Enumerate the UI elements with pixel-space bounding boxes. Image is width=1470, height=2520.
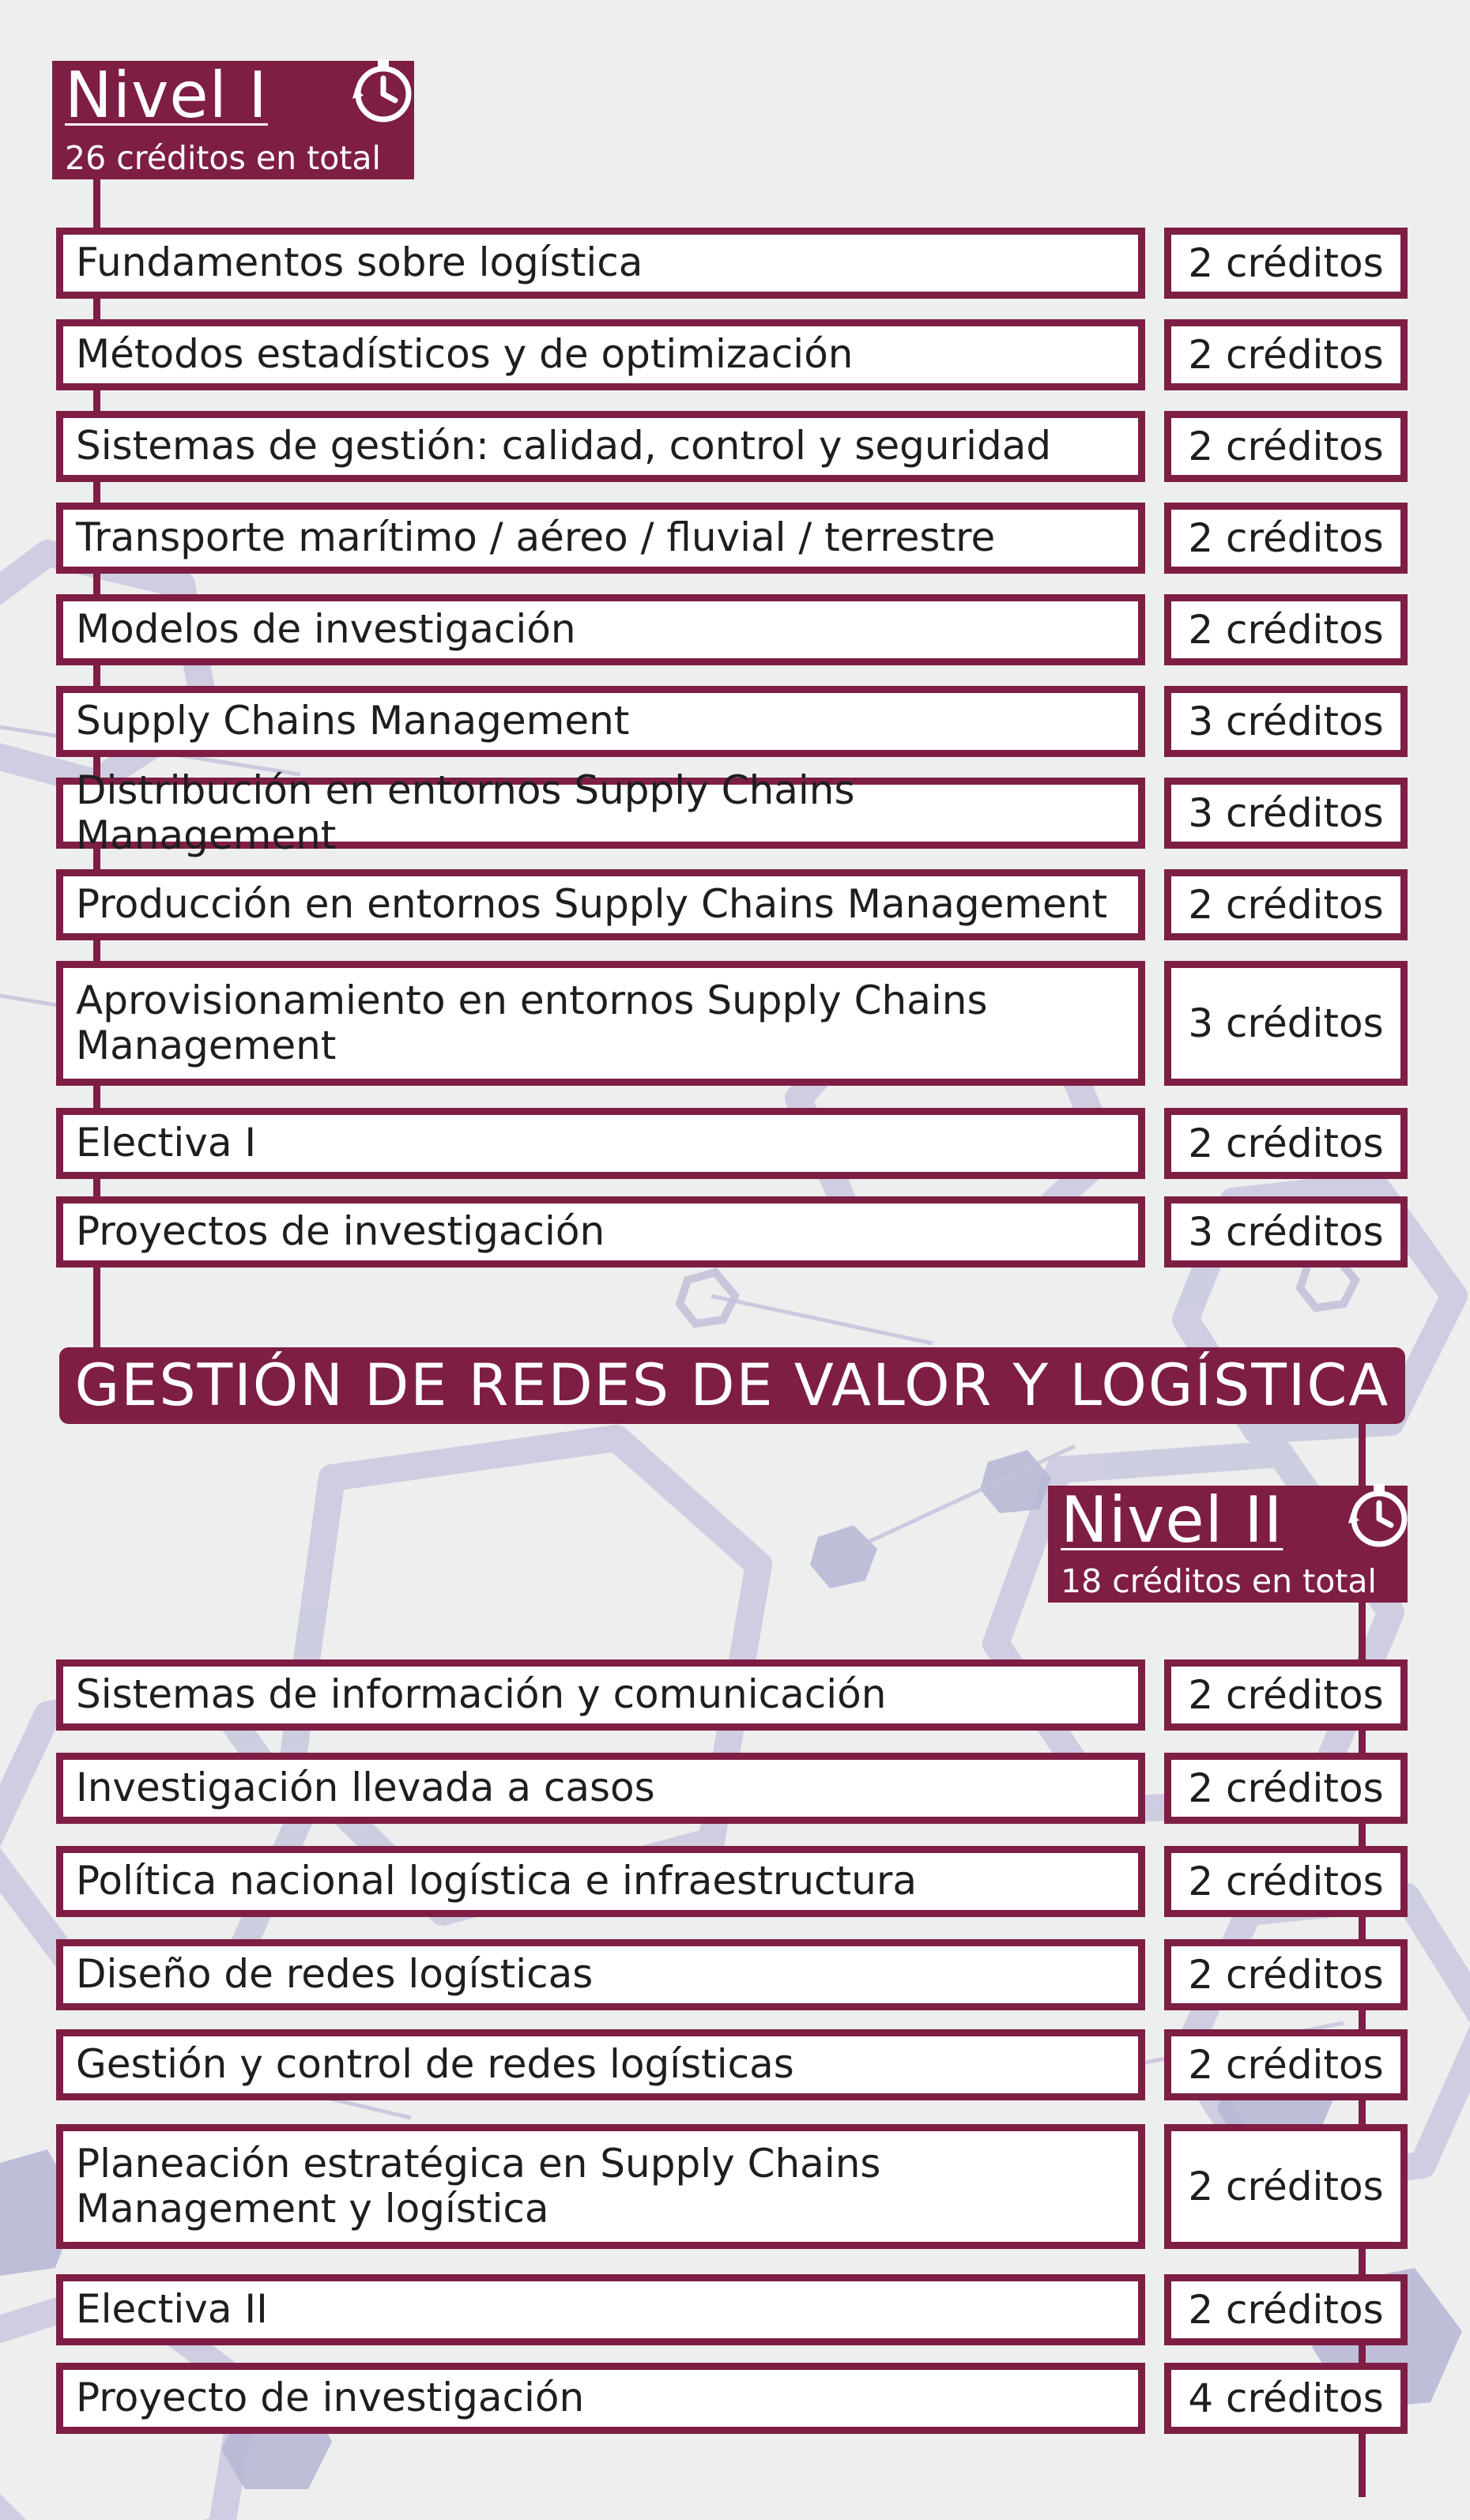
course-row bbox=[0, 411, 1470, 482]
course-row bbox=[0, 503, 1470, 574]
course-credits: 2 créditos bbox=[1164, 319, 1408, 390]
course-credits: 2 créditos bbox=[1164, 1846, 1408, 1917]
course-name: Proyecto de investigación bbox=[56, 2363, 1145, 2434]
course-credits: 3 créditos bbox=[1164, 1196, 1408, 1268]
course-name: Transporte marítimo / aéreo / fluvial / terrestre bbox=[56, 503, 1145, 574]
course-name: Electiva I bbox=[56, 1108, 1145, 1179]
course-row bbox=[0, 767, 1470, 858]
course-row bbox=[0, 869, 1470, 940]
course-credits: 2 créditos bbox=[1164, 2124, 1408, 2249]
course-row bbox=[0, 1108, 1470, 1179]
course-name: Distribución en entornos Supply Chains Management bbox=[56, 778, 1145, 849]
course-row bbox=[0, 594, 1470, 665]
course-name: Investigación llevada a casos bbox=[56, 1753, 1145, 1824]
course-name: Aprovisionamiento en entornos Supply Chains Management bbox=[56, 961, 1145, 1086]
course-credits: 2 créditos bbox=[1164, 503, 1408, 574]
course-name: Diseño de redes logísticas bbox=[56, 1939, 1145, 2010]
course-row bbox=[0, 1753, 1470, 1824]
course-name: Producción en entornos Supply Chains Management bbox=[56, 869, 1145, 940]
course-name: Gestión y control de redes logísticas bbox=[56, 2029, 1145, 2100]
course-credits: 3 créditos bbox=[1164, 686, 1408, 757]
course-row bbox=[0, 319, 1470, 390]
course-name: Proyectos de investigación bbox=[56, 1196, 1145, 1268]
course-credits: 2 créditos bbox=[1164, 1939, 1408, 2010]
course-name: Métodos estadísticos y de optimización bbox=[56, 319, 1145, 390]
level2-title: Nivel II bbox=[1061, 1483, 1283, 1557]
level1-title: Nivel I bbox=[65, 58, 268, 132]
course-credits: 3 créditos bbox=[1164, 778, 1408, 849]
course-name: Sistemas de gestión: calidad, control y seguridad bbox=[56, 411, 1145, 482]
course-row bbox=[0, 686, 1470, 757]
level2-subtitle: 18 créditos en total bbox=[1061, 1562, 1377, 1600]
course-row bbox=[0, 1659, 1470, 1731]
course-row bbox=[0, 228, 1470, 299]
course-name: Política nacional logística e infraestructura bbox=[56, 1846, 1145, 1917]
course-name: Fundamentos sobre logística bbox=[56, 228, 1145, 299]
course-credits: 2 créditos bbox=[1164, 2274, 1408, 2345]
course-credits: 2 créditos bbox=[1164, 594, 1408, 665]
level2-badge bbox=[1048, 1483, 1408, 1603]
course-name: Sistemas de información y comunicación bbox=[56, 1659, 1145, 1731]
course-credits: 2 créditos bbox=[1164, 1753, 1408, 1824]
course-credits: 3 créditos bbox=[1164, 961, 1408, 1086]
level1-subtitle: 26 créditos en total bbox=[65, 139, 381, 177]
course-name: Planeación estratégica en Supply Chains Management y logística bbox=[56, 2124, 1145, 2249]
course-row bbox=[0, 2363, 1470, 2434]
clock-icon bbox=[1342, 1481, 1413, 1552]
course-name: Supply Chains Management bbox=[56, 686, 1145, 757]
course-credits: 2 créditos bbox=[1164, 1659, 1408, 1731]
course-row bbox=[0, 1939, 1470, 2010]
course-credits: 2 créditos bbox=[1164, 869, 1408, 940]
section-title-banner: GESTIÓN DE REDES DE VALOR Y LOGÍSTICA bbox=[59, 1347, 1405, 1424]
course-credits: 2 créditos bbox=[1164, 1108, 1408, 1179]
course-row bbox=[0, 2029, 1470, 2100]
course-row bbox=[0, 2124, 1470, 2249]
course-name: Electiva II bbox=[56, 2274, 1145, 2345]
clock-icon bbox=[346, 56, 417, 127]
course-credits: 4 créditos bbox=[1164, 2363, 1408, 2434]
course-row bbox=[0, 1196, 1470, 1268]
course-name: Modelos de investigación bbox=[56, 594, 1145, 665]
course-credits: 2 créditos bbox=[1164, 228, 1408, 299]
course-row bbox=[0, 1846, 1470, 1917]
course-credits: 2 créditos bbox=[1164, 411, 1408, 482]
level1-badge bbox=[52, 58, 414, 179]
course-row bbox=[0, 961, 1470, 1086]
course-credits: 2 créditos bbox=[1164, 2029, 1408, 2100]
course-row bbox=[0, 2274, 1470, 2345]
